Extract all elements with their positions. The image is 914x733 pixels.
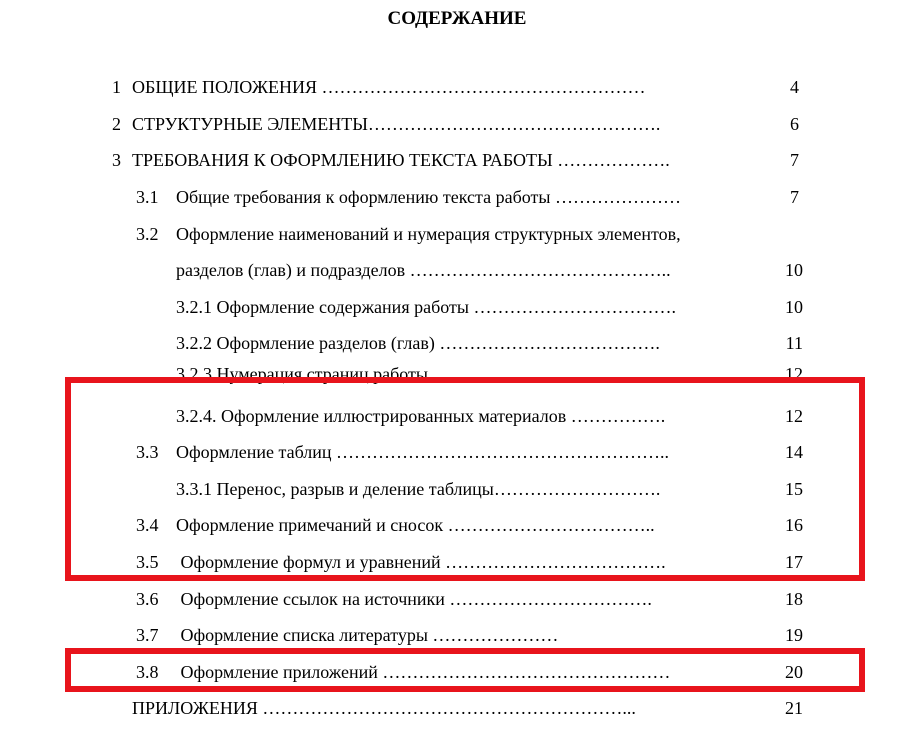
entry-text: 3.2.2 Оформление разделов (глав) ………………………………. [176,333,660,353]
entry-page: 7 [790,150,799,170]
entry-text: ТРЕБОВАНИЯ К ОФОРМЛЕНИЮ ТЕКСТА РАБОТЫ ………………. [132,150,670,170]
entry-text: ПРИЛОЖЕНИЯ ……………………………………………………... [132,698,636,718]
toc-title: СОДЕРЖАНИЕ [387,8,527,29]
entry-page: 11 [785,333,803,353]
toc-entry [0,661,867,697]
entry-number: 3.8 [136,662,159,682]
entry-text: 3.2.3 Нумерация страниц работы [176,364,429,384]
entry-page: 16 [785,515,803,535]
toc-entry [0,478,867,514]
toc-entry [0,624,867,660]
entry-number: 1 [112,77,121,97]
entry-number: 3.1 [136,187,159,207]
entry-text: Оформление примечаний и сносок …………………………….. [176,515,655,535]
entry-page: 10 [785,260,803,280]
toc-entry [0,296,867,332]
entry-text: 3.2.1 Оформление содержания работы ……………………………. [176,297,676,317]
toc-entry [0,76,867,112]
entry-text: СТРУКТУРНЫЕ ЭЛЕМЕНТЫ…………………………………………. [132,114,661,134]
entry-number: 3.4 [136,515,159,535]
entry-page: 14 [785,442,803,462]
toc-entry [0,332,867,368]
entry-number: 3 [112,150,121,170]
toc-entry [0,441,867,477]
entry-text: Оформление списка литературы ………………… [176,625,559,645]
entry-number: 3.6 [136,589,159,609]
entry-page: 21 [785,698,803,718]
toc-entry-partial [176,364,803,384]
toc-entry [0,149,867,185]
toc-entry [0,551,867,587]
entry-text: разделов (глав) и подразделов …………………………………….. [176,260,671,280]
entry-page: 12 [785,406,803,426]
toc-entry [0,588,867,624]
entry-number: 3.3 [136,442,159,462]
entry-page: 10 [785,297,803,317]
entry-text: 3.3.1 Перенос, разрыв и деление таблицы………………………. [176,479,661,499]
entry-number: 3.7 [136,625,159,645]
entry-number: 3.2 [136,224,159,244]
toc-entry [0,405,867,441]
entry-text: Оформление ссылок на источники ……………………………. [176,589,652,609]
entry-text: Общие требования к оформлению текста работы ………………… [176,187,681,207]
entry-page: 19 [785,625,803,645]
entry-page: 4 [790,77,799,97]
entry-text: Оформление наименований и нумерация структурных элементов, [176,224,681,244]
entry-page: 20 [785,662,803,682]
entry-page: 7 [790,187,799,207]
toc-entry [0,259,867,295]
toc-entry [0,514,867,550]
toc-entry [0,113,867,149]
entry-page: 15 [785,479,803,499]
entry-text: ОБЩИЕ ПОЛОЖЕНИЯ ……………………………………………… [132,77,646,97]
toc-entry [0,223,867,259]
entry-page: 18 [785,589,803,609]
entry-text: Оформление приложений ………………………………………… [176,662,671,682]
entry-page: 12 [785,364,803,384]
entry-text: 3.2.4. Оформление иллюстрированных материалов ……………. [176,406,666,426]
toc-entry [0,697,867,733]
toc-entry [0,186,867,222]
entry-number: 3.5 [136,552,159,572]
entry-page: 17 [785,552,803,572]
entry-text: Оформление формул и уравнений ………………………………. [176,552,666,572]
entry-page: 6 [790,114,799,134]
entry-number: 2 [112,114,121,134]
entry-text: Оформление таблиц ……………………………………………….. [176,442,670,462]
